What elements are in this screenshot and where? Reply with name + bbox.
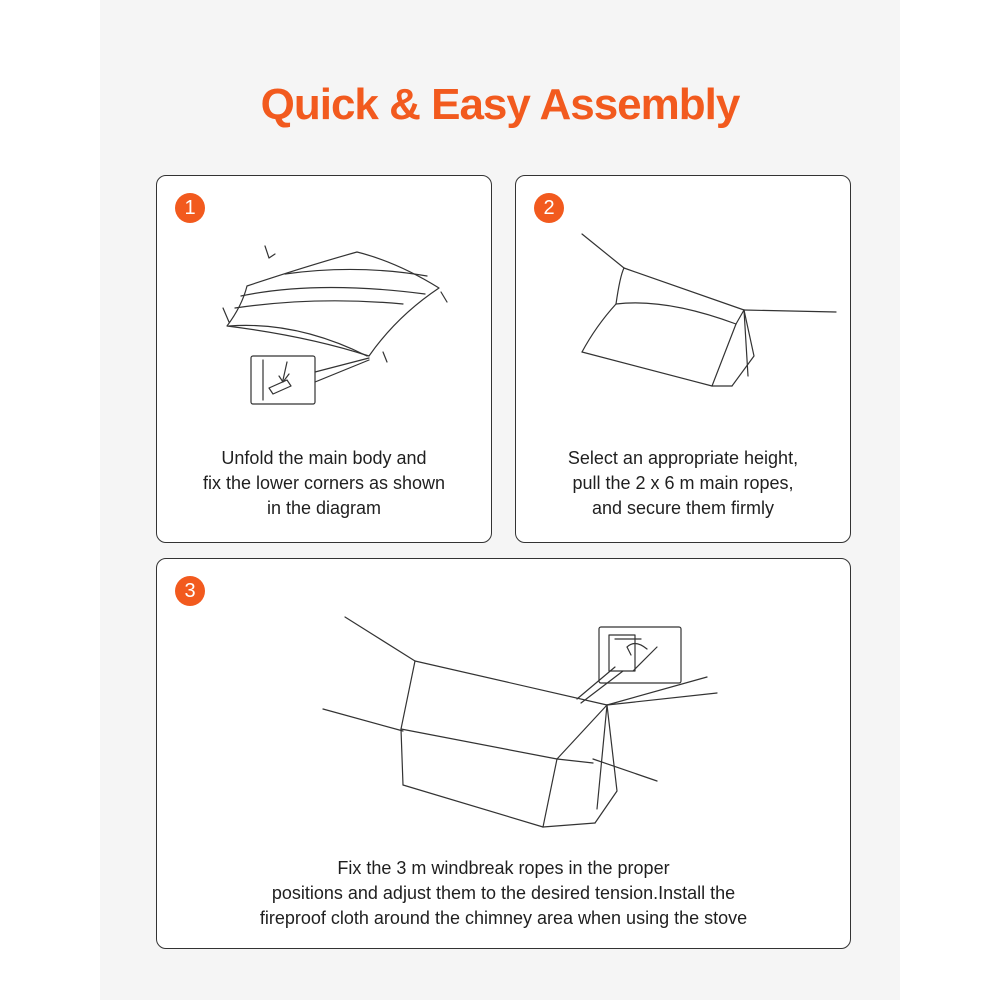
- raised-ridge-illustration: [516, 176, 852, 436]
- step-3-caption: [157, 856, 850, 931]
- unfolded-tent-illustration: [157, 176, 493, 436]
- step-1-badge: 1: [175, 193, 205, 223]
- caption-line: Select an appropriate height,: [567, 448, 799, 468]
- step-2-caption: [516, 446, 850, 521]
- step-1-card: [156, 175, 492, 543]
- step-3-card: [156, 558, 851, 949]
- caption-line: and secure them firmly: [591, 498, 775, 518]
- pitched-tent-illustration: [157, 559, 852, 839]
- step-3-badge: 3: [175, 576, 205, 606]
- caption-line: in the diagram: [266, 498, 382, 518]
- step-2-badge: 2: [534, 193, 564, 223]
- caption-line: fireproof cloth around the chimney area when using the stove: [259, 908, 748, 928]
- instruction-panel: [100, 0, 900, 1000]
- step-1-caption: [157, 446, 491, 521]
- caption-line: fix the lower corners as shown: [202, 473, 446, 493]
- caption-line: pull the 2 x 6 m main ropes,: [572, 473, 794, 493]
- caption-line: Unfold the main body and: [221, 448, 427, 468]
- caption-line: Fix the 3 m windbreak ropes in the proper: [337, 858, 670, 878]
- step-2-card: [515, 175, 851, 543]
- caption-line: positions and adjust them to the desired tension.Install the: [271, 883, 736, 903]
- page-title: Quick & Easy Assembly: [260, 80, 740, 129]
